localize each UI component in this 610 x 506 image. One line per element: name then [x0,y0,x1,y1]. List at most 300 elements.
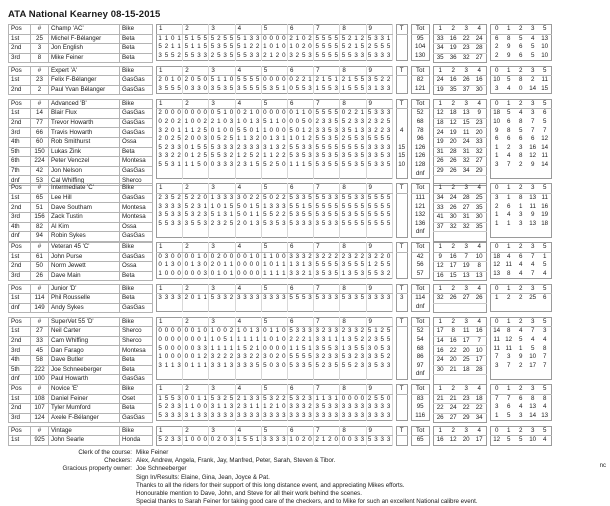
score-count: 8 [518,117,523,125]
header-lap: 2 [447,284,460,294]
section-score: 2 [308,126,312,134]
section-score: 1 [289,160,293,168]
rider-position: 1st [9,436,31,446]
section-score: 0 [223,126,227,134]
section-score: 1 [308,269,312,277]
lap-total: 31 [460,212,473,222]
score-count [539,228,552,237]
section-score: 5 [341,51,346,59]
section-score: 0 [301,34,306,42]
rider-number: 100 [31,375,49,385]
section-header: 5 [261,184,287,194]
table-row [9,252,153,262]
section-score: 3 [295,394,300,402]
section-header: 7 [314,66,340,76]
section-score: 0 [348,436,352,444]
section-score: 3 [328,403,332,411]
section-score: 5 [321,269,326,277]
score-row [157,34,393,43]
section-score: 5 [210,76,215,84]
section-score: 5 [243,126,247,134]
lap-total: 30 [447,212,460,222]
section-score: 5 [263,193,267,201]
score-row [157,118,393,127]
section-score: 2 [164,403,169,411]
time-penalty [396,169,407,178]
rider-bike: Beta [120,53,153,63]
lap-total: 21 [447,394,460,404]
lap-total: 27 [460,203,473,213]
score-count: 6 [518,135,523,143]
lap-total: 37 [433,222,447,232]
section-score: 0 [184,261,189,269]
header-time: T [396,385,407,395]
lap-total: 26 [447,203,460,213]
section-score: 3 [308,143,312,151]
section-score: 0 [177,261,181,269]
section-score: 0 [171,344,175,352]
section-score: 1 [190,43,195,51]
rider-total: 130 [415,51,426,59]
section-score: 0 [275,34,280,42]
section-score [359,303,366,312]
lap-total: 16 [436,271,444,279]
section-score: 3 [295,361,300,369]
score-count: 6 [494,135,499,143]
section-score: 1 [301,135,306,143]
header-time: T [396,25,407,35]
score-count: 4 [506,252,511,260]
section-score: 3 [386,51,391,59]
section-score: 2 [289,34,293,42]
rider-total: 95 [416,403,424,411]
section-score: 3 [223,193,227,201]
table-row [9,232,153,242]
section-score: 5 [321,193,326,201]
class-block [8,99,552,186]
score-count: 3 [494,84,499,92]
section-score: 5 [236,211,241,219]
section-score: 3 [386,361,391,369]
section-score: 5 [328,126,332,134]
lap-total: 17 [433,327,447,337]
rider-number: 8 [31,53,49,63]
footer-notes [8,449,478,506]
section-header: 5 [261,426,287,436]
section-score: 5 [184,202,189,210]
sections-header [157,184,393,194]
section-score: 2 [367,43,372,51]
section-score: 0 [282,109,286,117]
rider-number: 26 [31,271,49,281]
rider-number: 149 [31,303,49,313]
section-score: 1 [223,109,227,117]
section-score: 5 [315,193,319,201]
section-score: 1 [210,327,215,335]
section-score: 1 [289,344,293,352]
section-score: 3 [171,219,175,227]
header-score-value: 2 [515,25,527,35]
section-score: 5 [255,160,260,168]
score-row [157,169,393,178]
section-score: 5 [360,43,365,51]
header-lap: 3 [460,66,473,76]
section-score: 5 [243,84,247,92]
score-count: 3 [494,403,499,411]
lap-total: 32 [460,157,473,167]
lap-total: 18 [473,394,487,404]
section-score: 2 [249,193,254,201]
section-score: 3 [386,152,391,160]
header-score-value: 1 [503,25,515,35]
rider-name: Al Kim [49,222,120,232]
section-score: 5 [301,84,306,92]
rider-bike: GasGas [120,252,153,262]
section-score: 3 [328,294,332,302]
score-count: 6 [518,51,523,59]
time-penalty [396,412,407,421]
time-penalty: 10 [398,160,406,168]
table-row [9,327,153,337]
section-score: 1 [295,34,300,42]
lap-total [433,375,447,385]
section-score: 1 [171,76,175,84]
rider-number: 53 [31,176,49,186]
section-score: 3 [301,252,306,260]
section-score: 1 [354,43,358,51]
score-count [503,370,515,379]
rider-bike: Sherco [120,327,153,337]
section-score: 3 [275,135,280,143]
section-header: 3 [209,317,235,327]
section-score: 5 [210,143,215,151]
section-score: 3 [354,411,358,419]
section-header: 1 [157,184,183,194]
section-score [254,169,261,178]
lap-total: 35 [473,203,487,213]
lap-total: 10 [473,252,487,262]
score-count: 11 [493,344,500,352]
section-score [261,169,268,178]
section-score: 3 [386,344,391,352]
lap-totals-table [433,183,487,242]
lap-total: 25 [473,193,487,203]
section-score: 5 [328,76,332,84]
header-number: # [31,243,49,253]
section-score: 0 [229,252,234,260]
section-score: 2 [275,394,280,402]
section-score: 5 [289,353,293,361]
score-row [157,109,393,118]
rider-table-header [9,25,153,35]
section-score: 1 [275,261,280,269]
footer-row [8,465,478,473]
lap-total: 33 [433,34,447,44]
header-lap: 4 [473,184,487,194]
time-penalty [396,85,407,94]
section-score: 3 [354,327,358,335]
section-score: 0 [255,252,260,260]
section-header: 2 [183,243,209,253]
section-score: 3 [164,294,169,302]
section-score [314,169,321,178]
rider-table-header [9,426,153,436]
section-score: 3 [380,269,384,277]
time-penalty [396,76,407,85]
rider-bike: GasGas [120,166,153,176]
section-header: 9 [366,385,392,395]
header-lap: 3 [460,184,473,194]
footer-row [8,457,478,465]
section-score: 5 [249,84,254,92]
rider-bike: Montesa [120,157,153,167]
section-score: 0 [243,269,247,277]
section-score: 3 [348,353,352,361]
lap-total [433,232,447,242]
table-row [9,413,153,423]
lap-total: 12 [449,436,457,444]
section-score: 5 [295,84,300,92]
score-count: 7 [530,117,535,125]
section-score: 3 [374,160,378,168]
table-row [9,262,153,272]
section-score: 5 [328,344,332,352]
section-score: 3 [282,202,286,210]
header-bike: Bike [120,184,153,194]
section-score: 3 [243,160,247,168]
section-score: 5 [354,211,358,219]
section-score: 2 [374,252,378,260]
header-lap: 1 [433,99,447,109]
section-score: 3 [255,394,260,402]
sections-header [157,284,393,294]
rider-name: Dave Butler [49,355,120,365]
rider-total: 52 [416,327,424,335]
rider-position: 3rd [9,271,31,281]
section-score: 5 [236,202,241,210]
time-penalty [396,228,407,237]
section-score: 3 [301,143,306,151]
section-score: 1 [263,335,267,343]
class-name: Vintage [49,426,120,436]
section-score [228,228,235,237]
rider-name: Paul Howarth [49,375,120,385]
header-score-value: 3 [527,99,539,109]
lap-total: 15 [449,271,457,279]
section-score: 3 [223,143,227,151]
section-score: 2 [184,294,189,302]
score-count: 7 [494,353,499,361]
section-score: 5 [341,43,346,51]
section-score: 0 [236,252,241,260]
section-score: 2 [301,76,306,84]
table-row [9,53,153,63]
section-score: 3 [315,411,319,419]
section-score: 3 [171,143,175,151]
section-score: 0 [158,117,162,125]
rider-bike: Sherco [120,176,153,186]
score-count: 8 [518,193,523,201]
section-score: 2 [367,335,372,343]
section-score: 3 [171,403,175,411]
time-penalty-table [396,317,408,380]
section-score: 2 [321,353,326,361]
header-lap: 3 [460,317,473,327]
class-block [8,317,552,385]
section-header: 9 [366,66,392,76]
section-score: 0 [171,117,175,125]
section-score: 5 [289,143,293,151]
section-score: 2 [184,76,189,84]
rider-number: 61 [31,252,49,262]
section-score: 3 [308,152,312,160]
section-score: 0 [269,361,273,369]
section-score: 2 [367,394,372,402]
header-score-value: 2 [515,99,527,109]
section-score: 1 [374,327,378,335]
section-score: 2 [380,126,384,134]
section-score: 1 [229,211,234,219]
lap-total: 26 [447,294,460,304]
time-penalty [396,220,407,229]
total-table [411,99,430,179]
score-count: 7 [530,252,535,260]
section-score: 2 [197,152,201,160]
section-score: 3 [171,261,175,269]
rider-name: Dan Farago [49,346,120,356]
rider-total: 68 [416,344,424,352]
section-score: 5 [360,219,365,227]
section-score [333,370,340,379]
rider-number: 50 [31,262,49,272]
section-score: 2 [282,152,286,160]
section-score: 0 [255,109,260,117]
rider-name: Trevor Howarth [49,118,120,128]
lap-total: 22 [460,34,473,44]
section-score: 5 [360,143,365,151]
lap-total: 31 [433,147,447,157]
rider-bike: Beta [120,355,153,365]
section-score: 1 [203,335,207,343]
section-header: 9 [366,317,392,327]
section-score: 0 [249,261,254,269]
class-block [8,24,552,63]
section-score: 2 [177,152,181,160]
header-score-value: 3 [527,243,539,253]
lap-total: 8 [447,327,460,337]
section-score: 1 [275,269,280,277]
section-score: 3 [229,117,234,125]
section-score: 5 [217,152,221,160]
section-score: 2 [315,117,319,125]
lap-total: 20 [462,436,470,444]
section-score: 0 [190,117,195,125]
time-penalty [396,211,407,220]
section-header: 4 [235,426,261,436]
score-count [503,303,515,312]
section-score: 5 [348,261,352,269]
section-score: 5 [223,335,227,343]
section-score: 2 [341,327,346,335]
header-score-value: 5 [539,426,552,436]
section-score: 0 [341,394,346,402]
section-score: 2 [348,34,352,42]
rider-number: 114 [31,294,49,304]
section-score: 0 [295,135,300,143]
section-score: 1 [223,202,227,210]
rider-position: 4th [9,137,31,147]
rider-bike: GasGas [120,128,153,138]
section-score: 1 [236,344,241,352]
section-score: 5 [380,152,384,160]
lap-total: 29 [473,166,487,176]
score-count: 13 [529,193,537,201]
section-score: 5 [229,219,234,227]
rider-bike: Beta [120,404,153,414]
score-count: 14 [541,143,549,151]
section-score: 3 [177,361,181,369]
lap-total: 20 [473,128,487,138]
rider-name: Andy Sykes [49,303,120,313]
rider-bike: Ossa [120,137,153,147]
section-score: 3 [177,294,181,302]
score-distribution-table [490,99,552,179]
section-score: 3 [289,269,293,277]
section-score: 1 [263,126,267,134]
section-score: 5 [380,202,384,210]
section-score: 1 [295,109,300,117]
section-score: 2 [229,327,234,335]
header-total: Tot [411,385,429,395]
section-score: 0 [289,109,293,117]
section-score: 5 [367,34,372,42]
section-score: 1 [203,202,207,210]
section-score [359,370,366,379]
section-score: 1 [164,361,169,369]
section-score: 1 [190,34,195,42]
score-count [527,303,539,312]
time-penalty [396,252,407,261]
section-score: 5 [380,211,384,219]
table-row [9,128,153,138]
lap-total: 19 [447,128,460,138]
section-score: 3 [367,76,372,84]
section-score: 1 [263,252,267,260]
section-score: 5 [360,261,365,269]
score-row [157,436,393,446]
section-score: 0 [263,34,267,42]
section-score: 5 [308,160,312,168]
rider-position: 2nd [9,336,31,346]
section-score: 1 [263,269,267,277]
section-score: 5 [229,51,234,59]
section-score: 3 [348,252,352,260]
section-score: 3 [249,411,254,419]
section-header: 6 [287,184,313,194]
rider-bike: Beta [120,365,153,375]
section-score: 3 [301,403,306,411]
section-score: 0 [190,109,195,117]
section-score: 2 [301,335,306,343]
section-header: 1 [157,25,183,35]
section-score: 5 [197,76,201,84]
section-score: 5 [321,152,326,160]
section-score: 2 [171,135,175,143]
table-row [9,394,153,404]
time-penalty [396,370,407,379]
section-score: 3 [341,152,346,160]
class-name: Veteran 45 'C' [49,243,120,253]
